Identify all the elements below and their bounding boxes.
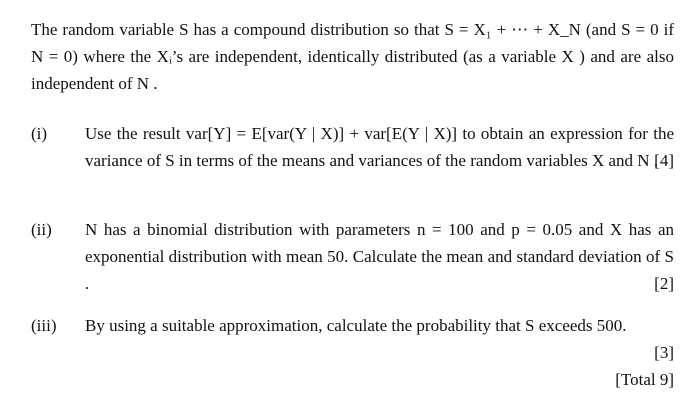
question-intro: The random variable S has a compound distribution so that S = X₁ + ⋯ + X_N (and S = 0 if N = 0) where the Xᵢ’s are independent, identically distributed (as a variable X ) and are also independent of N . bbox=[31, 20, 674, 93]
part-number: (ii) bbox=[31, 220, 52, 239]
part-iii bbox=[31, 312, 674, 393]
total-marks: [Total 9] bbox=[615, 370, 674, 389]
part-text: By using a suitable approximation, calculate the probability that S exceeds 500. bbox=[85, 316, 627, 335]
part-number: (i) bbox=[31, 124, 48, 143]
part-marks: [4] bbox=[654, 151, 674, 170]
part-ii bbox=[31, 216, 674, 297]
part-marks: [2] bbox=[654, 274, 674, 293]
part-text: N has a binomial distribution with parameters n = 100 and p = 0.05 and X has an exponential distribution with mean 50. Calculate the mean and standard deviation of S . bbox=[85, 220, 674, 293]
part-text: Use the result var[Y] = E[var(Y | X)] + var[E(Y | X)] to obtain an expression for the variance of S in terms of the means and variances of the random variables X and N . bbox=[85, 124, 674, 170]
part-marks: [3] bbox=[654, 343, 674, 362]
part-i bbox=[31, 120, 674, 174]
part-number: (iii) bbox=[31, 316, 57, 335]
